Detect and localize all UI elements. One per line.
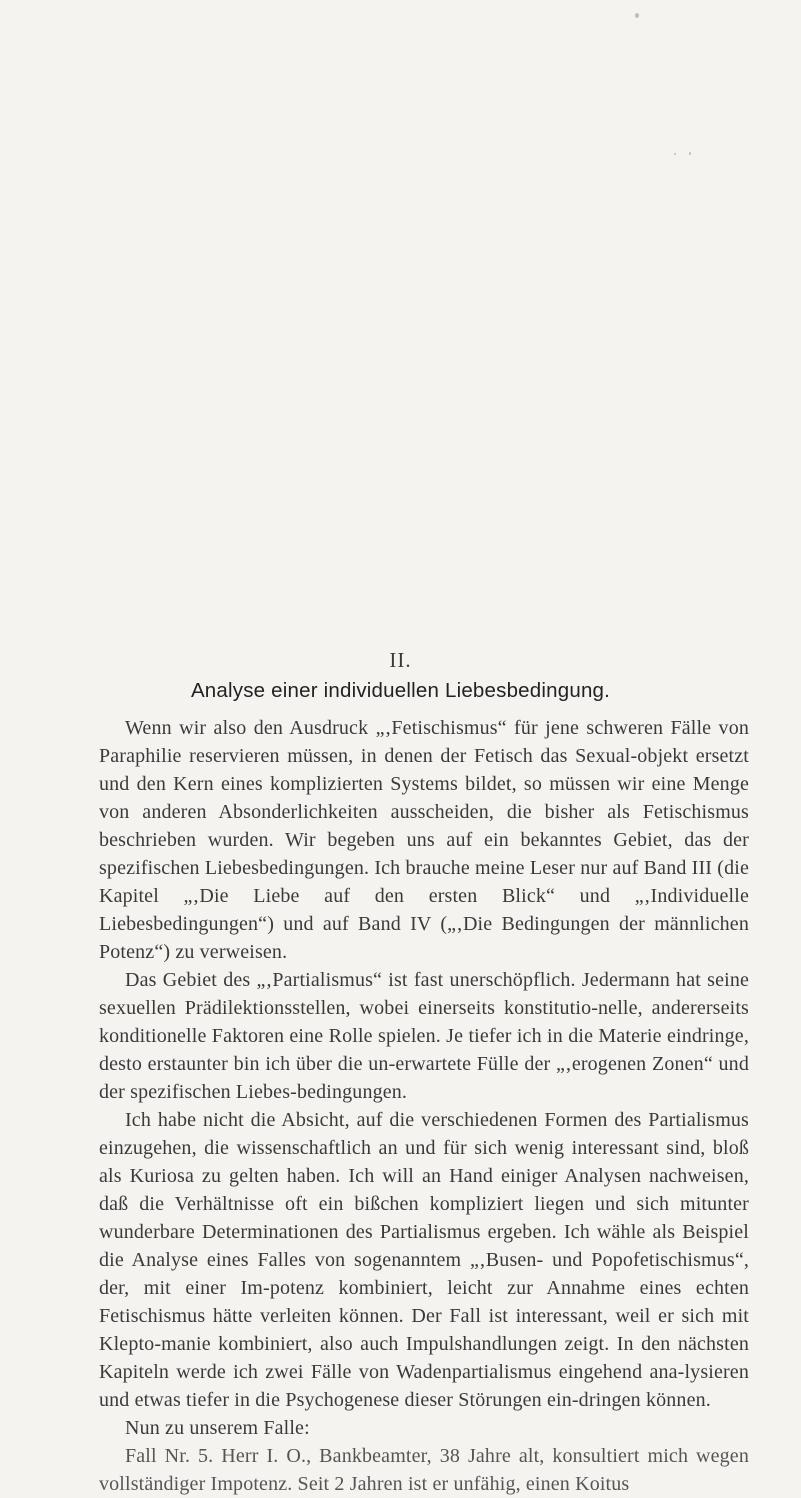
body-text (99, 714, 749, 1498)
paragraph-1: Wenn wir also den Ausdruck „‚Fetischismus“ für jene schweren Fälle von Paraphilie reservieren müssen, in denen der Fetisch das Sexual-objekt ersetzt und den Kern eines komplizierten Systems bildet, so müssen wir eine Menge von anderen Absonderlichkeiten ausscheiden, die bisher als Fetischismus beschrieben wurden. Wir begeben uns auf ein bekanntes Gebiet, das der spezifischen Liebesbedingungen. Ich brauche meine Leser nur auf Band III (die Kapitel „‚Die Liebe auf den ersten Blick“ und „‚Individuelle Liebesbedingungen“) und auf Band IV („‚Die Bedingungen der männlichen Potenz“) zu verweisen. (99, 717, 749, 963)
print-speck (635, 13, 639, 18)
print-speck (674, 153, 676, 155)
paragraph-4: Nun zu unserem Falle: (125, 1417, 310, 1439)
print-speck (689, 152, 691, 155)
paragraph-2: Das Gebiet des „‚Partialismus“ ist fast unerschöpflich. Jedermann hat seine sexuellen Prädilektionsstellen, wobei einerseits konstitutio-nelle, andererseits konditionelle Faktoren eine Rolle spielen. Je tiefer ich in die Materie eindringe, desto erstaunter bin ich über die un-erwartete Fülle der „‚erogenen Zonen“ und der spezifischen Liebes-bedingungen. (99, 969, 749, 1103)
chapter-number: II. (389, 648, 412, 672)
paragraph-3: Ich habe nicht die Absicht, auf die verschiedenen Formen des Partialismus einzugehen, die wissenschaftlich an und für sich wenig interessant sind, bloß als Kuriosa zu gelten haben. Ich will an Hand einiger Analysen nachweisen, daß die Verhältnisse oft ein bißchen kompliziert liegen und sich mitunter wunderbare Determinationen des Partialismus ergeben. Ich wähle als Beispiel die Analyse eines Falles von sogenanntem „‚Busen- und Popofetischismus“, der, mit einer Im-potenz kombiniert, leicht zur Annahme eines echten Fetischismus hätte verleiten können. Der Fall ist interessant, weil er sich mit Klepto-manie kombiniert, also auch Impulshandlungen zeigt. In den nächsten Kapiteln werde ich zwei Fälle von Wadenpartialismus eingehend ana-lysieren und etwas tiefer in die Psychogenese dieser Störungen ein-dringen können. (99, 1109, 749, 1411)
paragraph-5: Fall Nr. 5. Herr I. O., Bankbeamter, 38 Jahre alt, konsultiert mich wegen vollständiger Impotenz. Seit 2 Jahren ist er unfähig, einen Koitus (99, 1445, 749, 1495)
chapter-title: Analyse einer individuellen Liebesbedingung. (190, 679, 611, 702)
